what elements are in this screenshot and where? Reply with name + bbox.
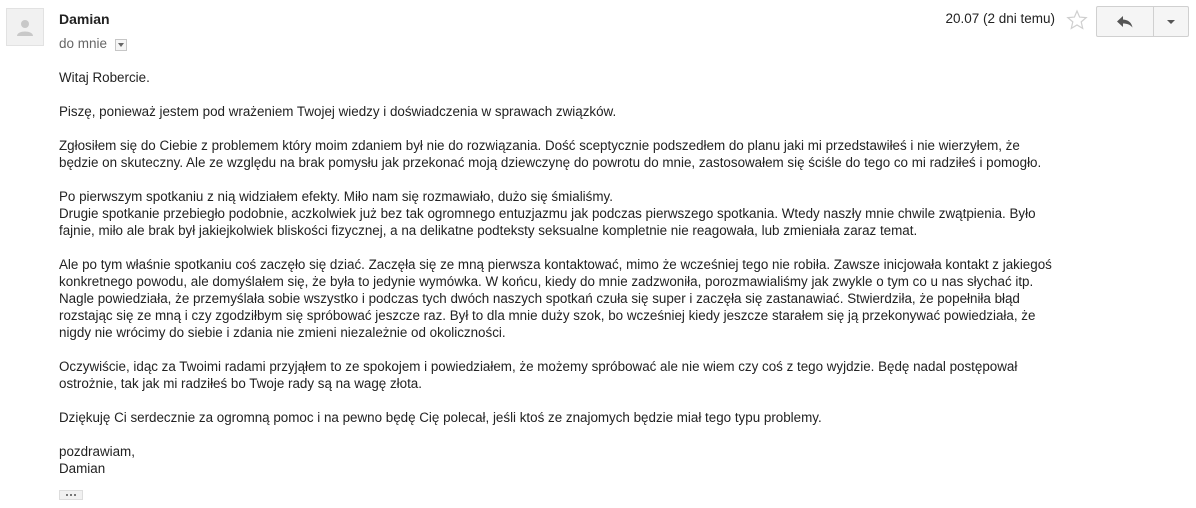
ellipsis-icon xyxy=(74,494,76,496)
sender-avatar xyxy=(6,8,44,46)
ellipsis-icon xyxy=(70,494,72,496)
text-line: Po pierwszym spotkaniu z nią widziałem efekty. Miło nam się rozmawiało, dużo się śmialiśmy. xyxy=(59,189,613,204)
recipient-label: do mnie xyxy=(59,36,108,51)
text-line: Ale po tym właśnie spotkaniu coś zaczęło się dziać. Zaczęła się ze mną pierwsza kontaktować, mimo że wcześniej tego nie robiła. Zawsze inicjowała kontakt z jakiegoś xyxy=(59,257,1052,272)
text-line: konkretnego powodu, ale domyślałem się, że była to jedynie wymówka. W końcu, kiedy do mnie zadzwoniła, porozmawialiśmy jak zwykle o tym co u nas słychać itp. xyxy=(59,274,1034,289)
paragraph-1: Piszę, ponieważ jestem pod wrażeniem Twojej wiedzy i doświadczenia w sprawach związków. xyxy=(59,104,617,119)
chevron-down-icon xyxy=(1167,20,1175,24)
reply-button-group xyxy=(1096,6,1189,37)
text-line: ostrożnie, tak jak mi radziłeś bo Twoje rady są na wagę złota. xyxy=(59,376,422,391)
text-line: nigdy nie wrócimy do siebie i zdania nie zmieni niezależnie od okoliczności. xyxy=(59,325,506,340)
message-date: 20.07 (2 dni temu) xyxy=(945,11,1055,26)
recipient-line xyxy=(59,36,127,51)
show-trimmed-content-button[interactable] xyxy=(59,490,83,500)
star-icon[interactable] xyxy=(1066,9,1088,31)
person-avatar-icon xyxy=(7,9,43,45)
show-details-button[interactable] xyxy=(115,39,127,51)
text-line: będzie on skuteczny. Ale ze względu na brak pomysłu jak przekonać moją dziewczynę do powrotu do mnie, zastosowałem się ściśle do tego co mi radziłeś i pomogło. xyxy=(59,155,1042,170)
greeting: Witaj Robercie. xyxy=(59,70,150,85)
message-body xyxy=(59,69,1179,477)
paragraph-3 xyxy=(59,188,1179,239)
signature-block xyxy=(59,443,1179,477)
reply-button[interactable] xyxy=(1097,7,1154,36)
paragraph-4 xyxy=(59,256,1179,341)
text-line: rozstając się ze mną i czy zgodziłbym się spróbować jeszcze raz. Był to dla mnie duży szok, bo wcześniej kiedy jeszcze starałem się ją przekonywać powiedziała, że xyxy=(59,308,1036,323)
reply-icon xyxy=(1116,15,1134,29)
text-line: Nagle powiedziała, że przemyślała sobie wszystko i podczas tych dwóch naszych spotkań czuła się super i zaczęła się zastanawiać. Stwierdziła, że popełniła błąd xyxy=(59,291,1020,306)
text-line: Zgłosiłem się do Ciebie z problemem który moim zdaniem był nie do rozwiązania. Dość sceptycznie podszedłem do planu jaki mi przedstawiłeś i nie wierzyłem, że xyxy=(59,138,1020,153)
paragraph-5 xyxy=(59,358,1179,392)
signature: Damian xyxy=(59,461,106,476)
text-line: Oczywiście, idąc za Twoimi radami przyjąłem to ze spokojem i powiedziałem, że możemy spróbować ale nie wiem czy coś z tego wyjdzie. Będę nadal postępował xyxy=(59,359,1018,374)
ellipsis-icon xyxy=(66,494,68,496)
text-line: fajnie, miło ale brak był jakiejkolwiek bliskości fizycznej, a na delikatne podteksty seksualne kompletnie nie reagowała, lub zmieniała zaraz temat. xyxy=(59,223,918,238)
signoff: pozdrawiam, xyxy=(59,444,135,459)
paragraph-6: Dziękuję Ci serdecznie za ogromną pomoc i na pewno będę Cię polecał, jeśli ktoś ze znajomych będzie miał tego typu problemy. xyxy=(59,410,822,425)
sender-name[interactable]: Damian xyxy=(59,11,110,27)
text-line: Drugie spotkanie przebiegło podobnie, aczkolwiek już bez tak ogromnego entuzjazmu jak podczas pierwszego spotkania. Wtedy naszły mnie chwile zwątpienia. Było xyxy=(59,206,1036,221)
more-actions-button[interactable] xyxy=(1154,7,1188,36)
paragraph-2 xyxy=(59,137,1179,171)
